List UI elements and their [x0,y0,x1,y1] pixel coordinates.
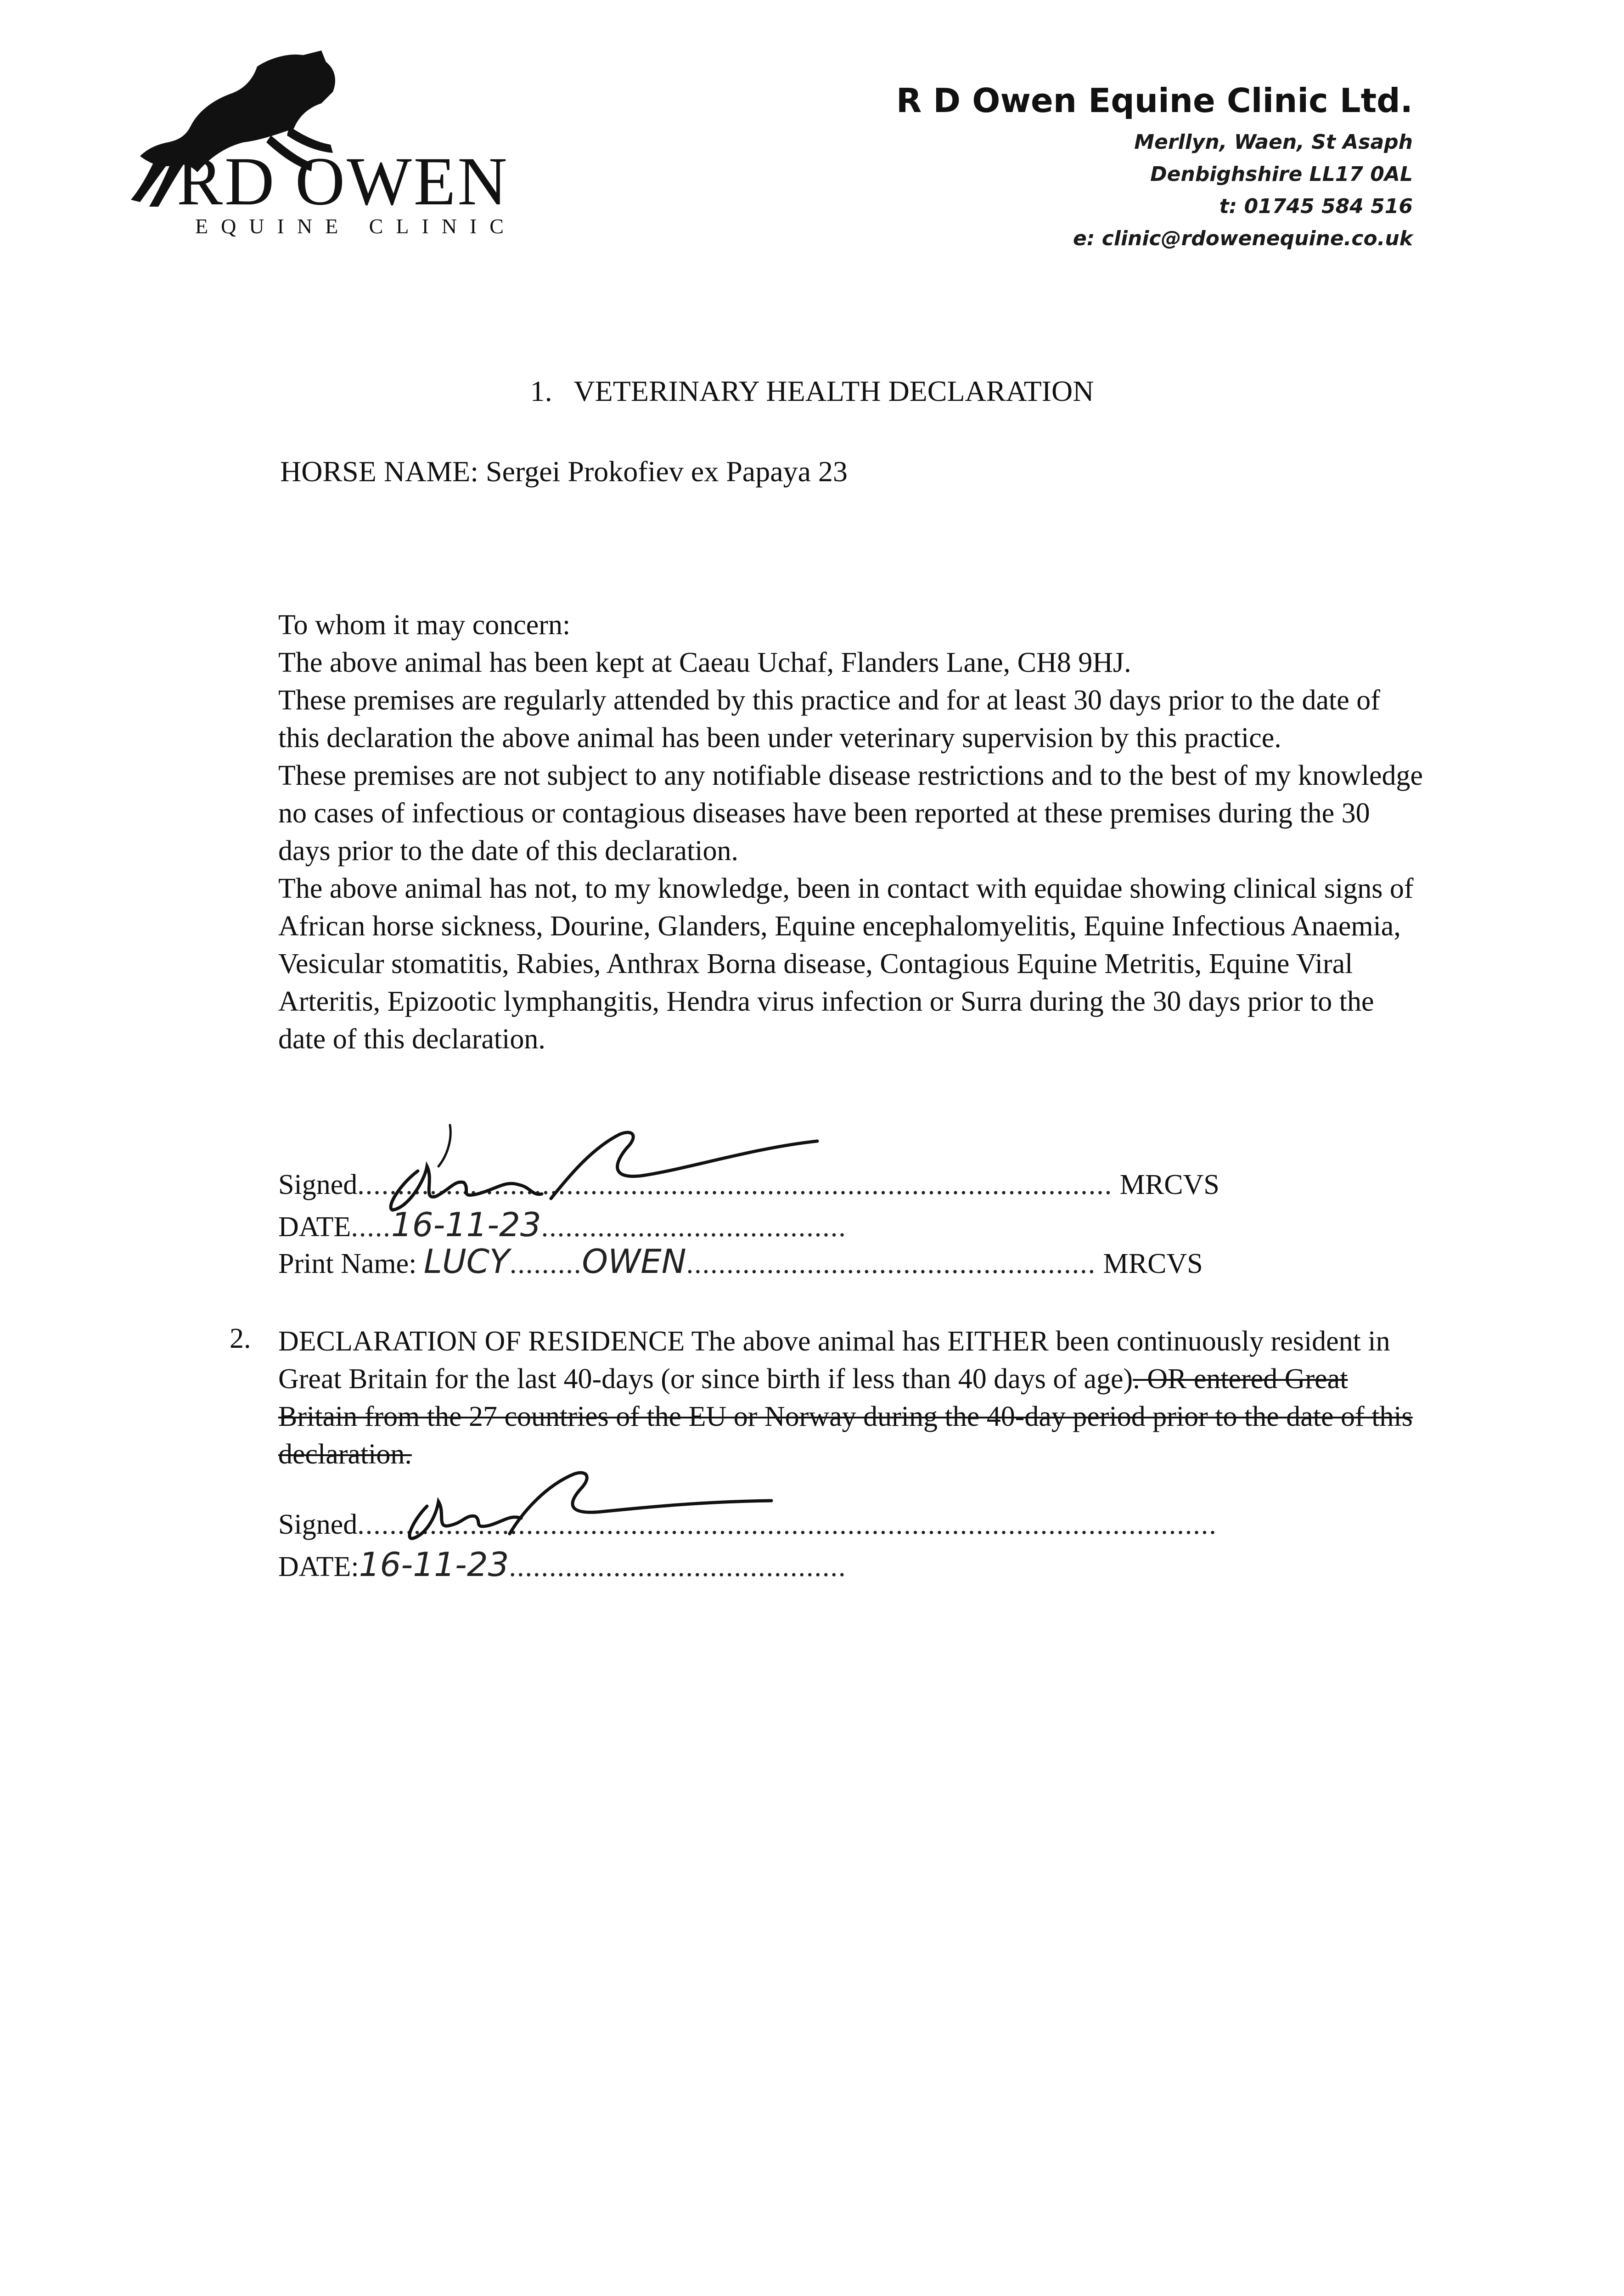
email-address: e: clinic@rdowenequine.co.uk [1073,227,1413,251]
date-label-2: DATE: [278,1551,359,1582]
paragraph-premises: The above animal has been kept at Caeau Uchaf, Flanders Lane, CH8 9HJ. [278,647,1131,678]
address-line-2: Denbighshire LL17 0AL [1150,163,1413,186]
residence-declaration [278,1322,1417,1473]
signed-dots: .............................................................................................. [357,1169,1113,1200]
clinic-name: R D Owen Equine Clinic Ltd. [896,81,1413,120]
address-line-1: Merllyn, Waen, St Asaph [1134,130,1413,154]
signed-label: Signed [278,1169,358,1200]
paragraph-supervision: These premises are regularly attended by this practice and for at least 30 days prior to the date of this declaration the above animal has been under veterinary supervision by this practice. [278,685,1380,754]
paragraph-restrictions: These premises are not subject to any notifiable disease restrictions and to the best of my knowledge no cases of infectious or contagious diseases have been reported at these premises during the 30 days prior to the date of this declaration. [278,760,1423,867]
paragraph-contact: The above animal has not, to my knowledge, been in contact with equidae showing clinical signs of African horse sickness, Dourine, Glanders, Equine encephalomyelitis, Equine Infectious Anaemia, Vesicular stomatitis, Rabies, Anthrax Borna disease, Contagious Equine Metritis, Equine Viral Arteritis, Epizootic lymphangitis, Hendra virus infection or Surra during the 30 days prior to the date of this declaration. [278,873,1414,1055]
print-name-row [278,1242,1203,1281]
date-dots-trailing: ...................................... [541,1211,847,1243]
date-label: DATE [278,1211,351,1243]
print-name-last: OWEN [582,1242,686,1281]
horse-name-label: HORSE NAME: [280,455,479,488]
logo-brand-line1: RD OWEN [177,143,509,219]
signature-2-scribble [372,1460,831,1548]
signed-label-2: Signed [278,1509,358,1540]
section1-title: 1. VETERINARY HEALTH DECLARATION [530,375,1094,407]
declaration-body [278,606,1426,1058]
date-row-2 [278,1545,846,1584]
residence-text-struck: . OR entered Great Britain from the 27 countries of the EU or Norway during the 40-day period prior to the date of this declaration. [278,1363,1413,1470]
print-name-dots: ................................................... [686,1248,1096,1279]
print-name-label: Print Name: [278,1248,417,1279]
residence-text: DECLARATION OF RESIDENCE The above animal has EITHER been continuously resident in Great Britain for the last 40-days (or since birth if less than 40 days of age) [278,1326,1390,1395]
signature-1-scribble [358,1116,840,1217]
paragraph-salutation: To whom it may concern: [278,609,571,641]
logo-brand-line2: EQUINE CLINIC [195,214,517,238]
phone-number: t: 01745 584 516 [1219,195,1413,219]
print-name-suffix: MRCVS [1103,1248,1203,1279]
horse-name-value: Sergei Prokofiev ex Papaya 23 [486,455,848,488]
print-name-dots-mid: ......... [509,1248,582,1279]
signed-dots-2: ........................................................................................................... [357,1509,1217,1540]
print-name-first: LUCY [423,1242,510,1281]
date-dots-2: .......................................... [509,1551,847,1582]
horse-name-line [280,455,848,489]
letterhead [770,83,1413,255]
date-dots: ..... [351,1211,391,1243]
signed-suffix: MRCVS [1119,1169,1219,1200]
clinic-logo [106,48,519,246]
section2-number: 2. [230,1323,251,1354]
date-handwritten: 16-11-23 [391,1205,541,1244]
date-handwritten-2: 16-11-23 [359,1545,509,1584]
